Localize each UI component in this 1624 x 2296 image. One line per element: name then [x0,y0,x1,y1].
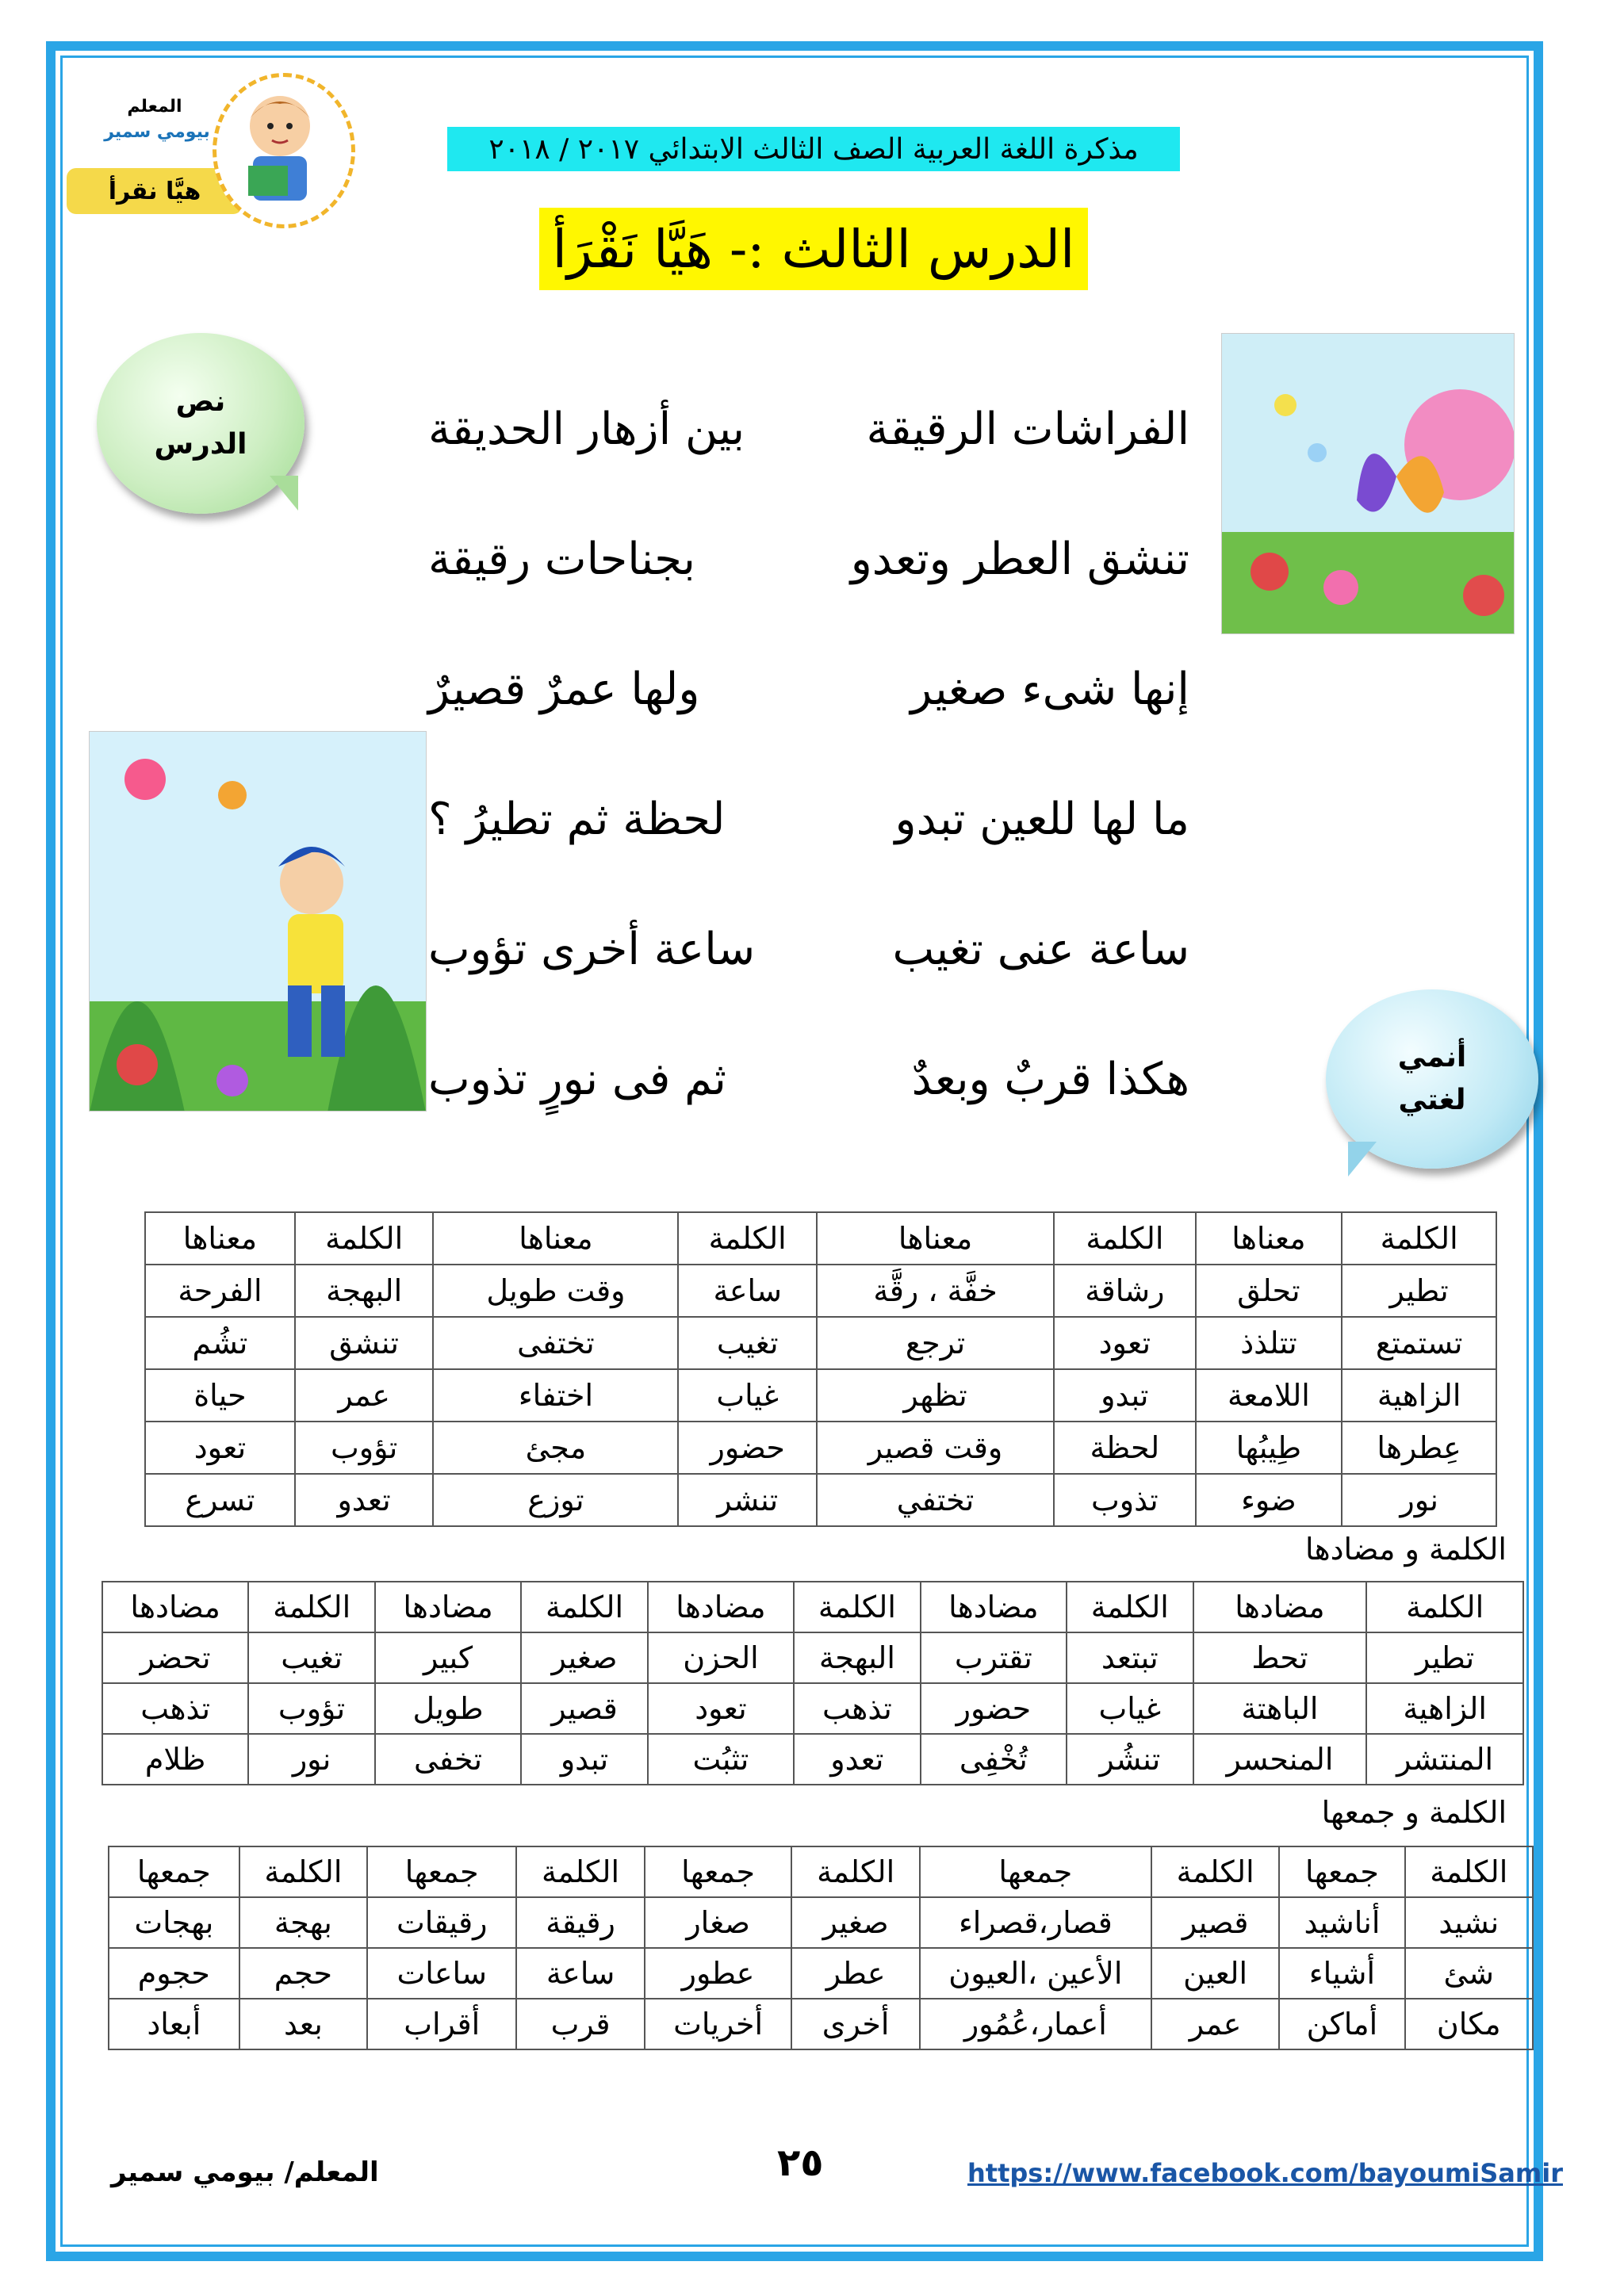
table-row [145,1369,1496,1422]
table-cell: أناشيد [1279,1897,1404,1948]
table-cell: غياب [1067,1683,1193,1734]
table-row [109,1897,1533,1948]
table-cell: شئ [1405,1948,1534,1999]
table-cell: تنشق [295,1317,434,1369]
table-cell: صغير [791,1897,920,1948]
table-cell: نور [1342,1474,1496,1526]
table-cell: تبدو [1054,1369,1195,1422]
header-cell: جمعها [109,1846,239,1897]
table-cell: مكان [1405,1999,1534,2049]
table-cell: تعود [145,1422,295,1474]
table-cell: تطير [1366,1632,1523,1683]
bubble-line: لغتي [1398,1084,1466,1116]
boy-reading-logo [213,73,355,228]
table-cell: أخريات [645,1999,792,2049]
table-cell: تشُم [145,1317,295,1369]
header-cell: الكلمة [248,1582,375,1632]
plurals-title: الكلمة و جمعها [1321,1795,1507,1830]
table-cell: تتلذذ [1196,1317,1342,1369]
facebook-link[interactable]: https://www.facebook.com/bayoumiSamir [967,2158,1563,2188]
table-row [109,1999,1533,2049]
table-cell: ضوء [1196,1474,1342,1526]
header-cell: مضادها [648,1582,794,1632]
poem-hemistich: هكذا قربٌ وبعدٌ [911,1053,1189,1105]
table-row [109,1948,1533,1999]
header-cell: الكلمة [791,1846,920,1897]
header-cell: مضادها [1193,1582,1367,1632]
header-cell: جمعها [367,1846,516,1897]
table-cell: حياة [145,1369,295,1422]
table-cell: أخرى [791,1999,920,2049]
page-number: ٢٥ [777,2141,824,2185]
table-cell: وقت طويل [433,1265,678,1317]
table-cell: ترجع [817,1317,1054,1369]
table-header-row [145,1212,1496,1265]
poem-hemistich: لحظة ثم تطيرُ ؟ [428,793,726,845]
table-cell: نشيد [1405,1897,1534,1948]
table-cell: تحط [1193,1632,1367,1683]
table-row [145,1317,1496,1369]
table-cell: وقت قصير [817,1422,1054,1474]
table-cell: بهجة [239,1897,368,1948]
table-cell: تبتعد [1067,1632,1193,1683]
table-header-row [109,1846,1533,1897]
table-cell: طِيبُها [1196,1422,1342,1474]
poem-hemistich: ساعة أخرى تؤوب [428,923,756,975]
meanings-table [144,1211,1497,1527]
memo-header: مذكرة اللغة العربية الصف الثالث الابتدائي ٢٠١٧ / ٢٠١٨ [447,127,1180,171]
table-cell: خفَّة ، رقَّة [817,1265,1054,1317]
table-row [145,1422,1496,1474]
table-cell: تثبُت [648,1734,794,1785]
table-cell: تعود [1054,1317,1195,1369]
table-cell: تذوب [1054,1474,1195,1526]
table-cell: المنحسر [1193,1734,1367,1785]
header-cell: الكلمة [678,1212,817,1265]
table-row [102,1734,1523,1785]
header-cell: الكلمة [516,1846,645,1897]
table-cell: مجئ [433,1422,678,1474]
poem-hemistich: بجناحات رقيقة [428,533,695,585]
poem-hemistich: تنشق العطر وتعدو [850,533,1189,585]
bubble-line: الدرس [154,428,247,461]
bubble-tail [270,476,298,511]
table-cell: تخفى [375,1734,521,1785]
table-cell: حجوم [109,1948,239,1999]
table-cell: ساعة [516,1948,645,1999]
table-cell: المنتشر [1366,1734,1523,1785]
poem-hemistich: ساعة عنى تغيب [892,923,1189,975]
header-cell: الكلمة [1054,1212,1195,1265]
poem-line [428,913,1189,985]
table-cell: تغيب [678,1317,817,1369]
header-cell: الكلمة [1405,1846,1534,1897]
table-cell: رشاقة [1054,1265,1195,1317]
table-cell: صغار [645,1897,792,1948]
table-cell: قصار،قصراء [920,1897,1151,1948]
table-cell: طويل [375,1683,521,1734]
table-cell: عِطرها [1342,1422,1496,1474]
poem-line [428,653,1189,725]
poem-hemistich: ولها عمرٌ قصيرٌ [428,663,700,715]
table-cell: تعود [648,1683,794,1734]
header-cell: جمعها [920,1846,1151,1897]
header-cell: الكلمة [239,1846,368,1897]
table-cell: أماكن [1279,1999,1404,2049]
table-cell: حضور [921,1683,1067,1734]
table-cell: العين [1151,1948,1280,1999]
header-cell: الكلمة [1067,1582,1193,1632]
table-cell: تطير [1342,1265,1496,1317]
table-cell: غياب [678,1369,817,1422]
table-cell: تؤوب [295,1422,434,1474]
table-cell: تستمتع [1342,1317,1496,1369]
table-cell: قصير [521,1683,648,1734]
table-cell: أشياء [1279,1948,1404,1999]
table-cell: تقترب [921,1632,1067,1683]
table-cell: البهجة [794,1632,921,1683]
table-header-row [102,1582,1523,1632]
table-cell: البهجة [295,1265,434,1317]
table-cell: أبعاد [109,1999,239,2049]
table-cell: تختفى [433,1317,678,1369]
poem-hemistich: ثم فى نورٍ تذوب [428,1053,727,1105]
header-cell: الكلمة [1342,1212,1496,1265]
plurals-table [108,1846,1534,2050]
table-cell: تسرع [145,1474,295,1526]
table-cell: ساعة [678,1265,817,1317]
table-cell: عطور [645,1948,792,1999]
header-cell: مضادها [375,1582,521,1632]
table-row [145,1474,1496,1526]
table-row [145,1265,1496,1317]
poem-hemistich: ما لها للعين تبدو [894,793,1189,845]
bubble-line: نص [175,385,226,418]
poem-line [428,783,1189,855]
table-cell: الزاهية [1342,1369,1496,1422]
table-cell: تنشر [678,1474,817,1526]
table-cell: عمر [295,1369,434,1422]
poem-hemistich: إنها شىء صغير [910,663,1189,715]
table-cell: تعدو [295,1474,434,1526]
table-cell: أعمار،عُمُور [920,1999,1151,2049]
butterflies-picture [1221,333,1515,634]
table-cell: تغيب [248,1632,375,1683]
header-cell: معناها [145,1212,295,1265]
poem-hemistich: بين أزهار الحديقة [428,403,745,455]
table-cell: بعد [239,1999,368,2049]
header-cell: الكلمة [794,1582,921,1632]
table-cell: عمر [1151,1999,1280,2049]
poem-hemistich: الفراشات الرقيقة [866,403,1189,455]
table-cell: تذهب [102,1683,248,1734]
header-cell: مضادها [102,1582,248,1632]
table-cell: رقيقة [516,1897,645,1948]
header-cell: معناها [817,1212,1054,1265]
table-cell: الباهتة [1193,1683,1367,1734]
footer-teacher-name: المعلم/ بيومي سمير [111,2156,379,2188]
opposites-title: الكلمة و مضادها [1305,1532,1507,1567]
table-cell: تختفي [817,1474,1054,1526]
poem-line [428,393,1189,465]
table-cell: حجم [239,1948,368,1999]
table-cell: رقيقات [367,1897,516,1948]
header-cell: الكلمة [295,1212,434,1265]
table-cell: تعدو [794,1734,921,1785]
table-cell: بهجات [109,1897,239,1948]
header-cell: جمعها [645,1846,792,1897]
table-cell: حضور [678,1422,817,1474]
table-cell: اللامعة [1196,1369,1342,1422]
table-cell: ظلام [102,1734,248,1785]
header-cell: جمعها [1279,1846,1404,1897]
table-cell: تذهب [794,1683,921,1734]
bubble-line: أنمي [1397,1041,1467,1073]
table-cell: لحظة [1054,1422,1195,1474]
table-cell: الزاهية [1366,1683,1523,1734]
boy-running-picture [89,731,427,1112]
table-cell: ساعات [367,1948,516,1999]
table-cell: تبدو [521,1734,648,1785]
poem-line [428,523,1189,595]
table-cell: أقراب [367,1999,516,2049]
table-cell: تُخْفِى [921,1734,1067,1785]
lets-read-badge: هيَّا نقرأ [67,168,243,214]
table-cell: الحزن [648,1632,794,1683]
table-cell: الأعين ،العيون [920,1948,1151,1999]
teacher-title: المعلم [127,97,182,117]
header-cell: معناها [1196,1212,1342,1265]
table-cell: نور [248,1734,375,1785]
poem-line [428,1043,1189,1115]
teacher-name: بيومي سمير [104,122,210,142]
table-cell: توزع [433,1474,678,1526]
lesson-title: الدرس الثالث :- هَيَّا نَقْرَأ [539,208,1088,290]
header-cell: الكلمة [521,1582,648,1632]
header-cell: الكلمة [1366,1582,1523,1632]
table-cell: تنشُر [1067,1734,1193,1785]
table-cell: قصير [1151,1897,1280,1948]
table-cell: تؤوب [248,1683,375,1734]
table-cell: تحلق [1196,1265,1342,1317]
table-row [102,1632,1523,1683]
table-cell: كبير [375,1632,521,1683]
opposites-table [102,1581,1524,1785]
table-cell: تحضر [102,1632,248,1683]
bubble-tail [1348,1142,1377,1177]
header-cell: مضادها [921,1582,1067,1632]
table-cell: الفرحة [145,1265,295,1317]
table-cell: اختفاء [433,1369,678,1422]
header-cell: الكلمة [1151,1846,1280,1897]
table-cell: تظهر [817,1369,1054,1422]
table-cell: عطر [791,1948,920,1999]
table-row [102,1683,1523,1734]
header-cell: معناها [433,1212,678,1265]
table-cell: قرب [516,1999,645,2049]
table-cell: صغير [521,1632,648,1683]
